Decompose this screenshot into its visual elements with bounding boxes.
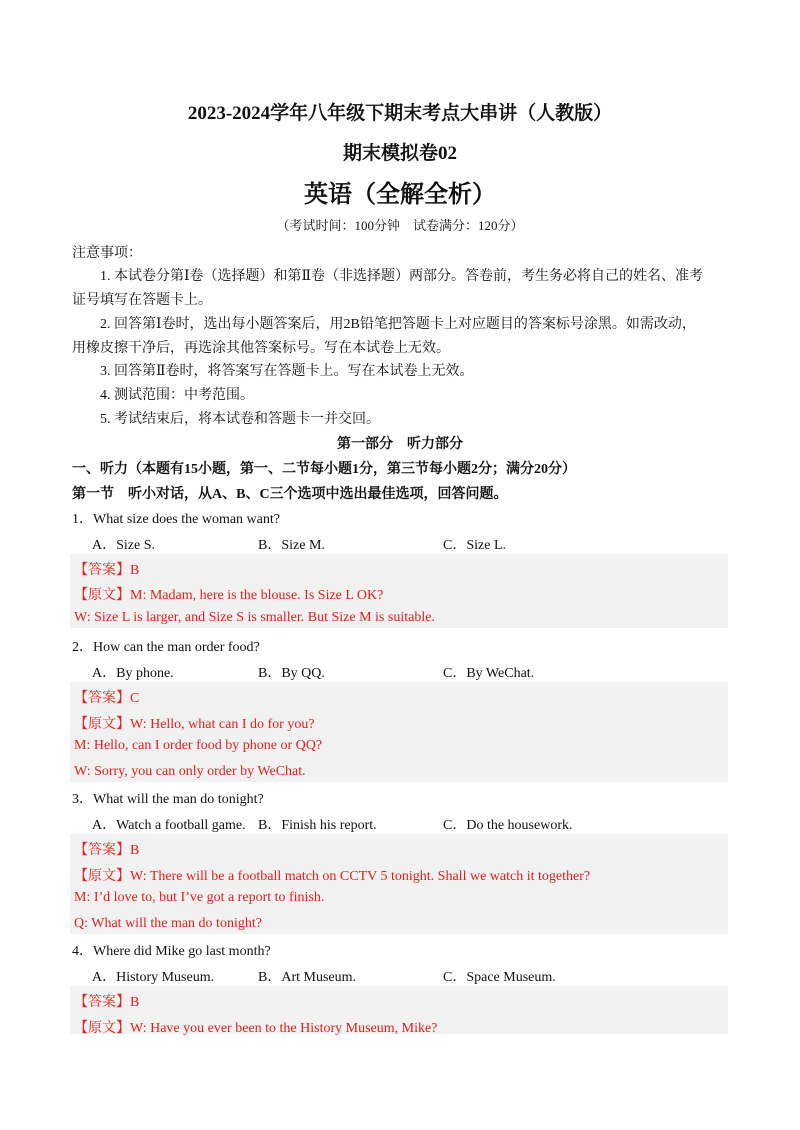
q3-transcript-line: 【原文】W: There will be a football match on CCTV 5 tonight. Shall we watch it together? [74,869,591,884]
q1-option-a: A．Size S. [92,538,155,553]
subject-title: 英语（全解全析） [304,182,496,208]
q1-option-b: B．Size M. [258,538,325,553]
question-4: 4．Where did Mike go last month? [72,944,271,959]
part-heading: 第一部分 听力部分 [337,437,463,452]
question-3: 3．What will the man do tonight? [72,792,264,807]
q3-transcript-line: Q: What will the man do tonight? [74,916,262,931]
q3-option-c: C．Do the housework. [443,818,573,833]
q3-option-a: A．Watch a football game. [92,818,246,833]
q3-option-b: B．Finish his report. [258,818,377,833]
note-item-1-cont: 证号填写在答题卡上。 [72,293,212,308]
q1-option-c: C．Size L. [443,538,506,553]
q3-transcript-line: M: I’d love to, but I’ve got a report to finish. [74,890,325,905]
question-1: 1．What size does the woman want? [72,512,280,527]
q2-option-c: C．By WeChat. [443,666,535,681]
q4-option-c: C．Space Museum. [443,970,556,985]
q4-answer: 【答案】B [74,995,140,1010]
q4-option-b: B．Art Museum. [258,970,356,985]
q2-transcript-line: 【原文】W: Hello, what can I do for you? [74,717,315,732]
subsection-title: 第一节 听小对话，从A、B、C三个选项中选出最佳选项，回答问题。 [72,487,508,502]
q1-answer-box [70,554,728,628]
q1-answer: 【答案】B [74,563,140,578]
note-item-3: 3. 回答第Ⅱ卷时，将答案写在答题卡上。写在本试卷上无效。 [100,364,474,379]
q1-transcript-line: W: Size L is larger, and Size S is smaller. But Size M is suitable. [74,610,435,625]
q2-answer-box [70,682,728,782]
q2-option-a: A．By phone. [92,666,174,681]
section-title: 一、听力（本题有15小题，第一、二节每小题1分，第三节每小题2分；满分20分） [72,462,576,477]
q3-answer-box [70,834,728,934]
q3-answer: 【答案】B [74,843,140,858]
q2-transcript-line: W: Sorry, you can only order by WeChat. [74,764,306,779]
q2-transcript-line: M: Hello, can I order food by phone or QQ? [74,738,323,753]
notes-heading: 注意事项： [72,246,142,261]
note-item-2-cont: 用橡皮擦干净后，再选涂其他答案标号。写在本试卷上无效。 [72,341,450,356]
q4-option-a: A．History Museum. [92,970,215,985]
note-item-2: 2. 回答第Ⅰ卷时，选出每小题答案后，用2B铅笔把答题卡上对应题目的答案标号涂黑。如需改动， [100,317,696,332]
q2-option-b: B．By QQ. [258,666,325,681]
note-item-1: 1. 本试卷分第Ⅰ卷（选择题）和第Ⅱ卷（非选择题）两部分。答卷前，考生务必将自己的姓名、准考 [100,269,704,284]
q4-answer-box [70,986,728,1034]
note-item-5: 5. 考试结束后，将本试卷和答题卡一并交回。 [100,412,380,427]
q2-answer: 【答案】C [74,691,140,706]
document-subtitle: 期末模拟卷02 [342,143,457,164]
note-item-4: 4. 测试范围：中考范围。 [100,388,254,403]
q4-transcript-line: 【原文】W: Have you ever been to the History Museum, Mike? [74,1021,438,1036]
question-2: 2．How can the man order food? [72,640,260,655]
document-title: 2023-2024学年八年级下期末考点大串讲（人教版） [187,103,613,124]
q1-transcript-line: 【原文】M: Madam, here is the blouse. Is Size L OK? [74,588,384,603]
exam-info: （考试时间：100分钟 试卷满分：120分） [276,218,524,233]
